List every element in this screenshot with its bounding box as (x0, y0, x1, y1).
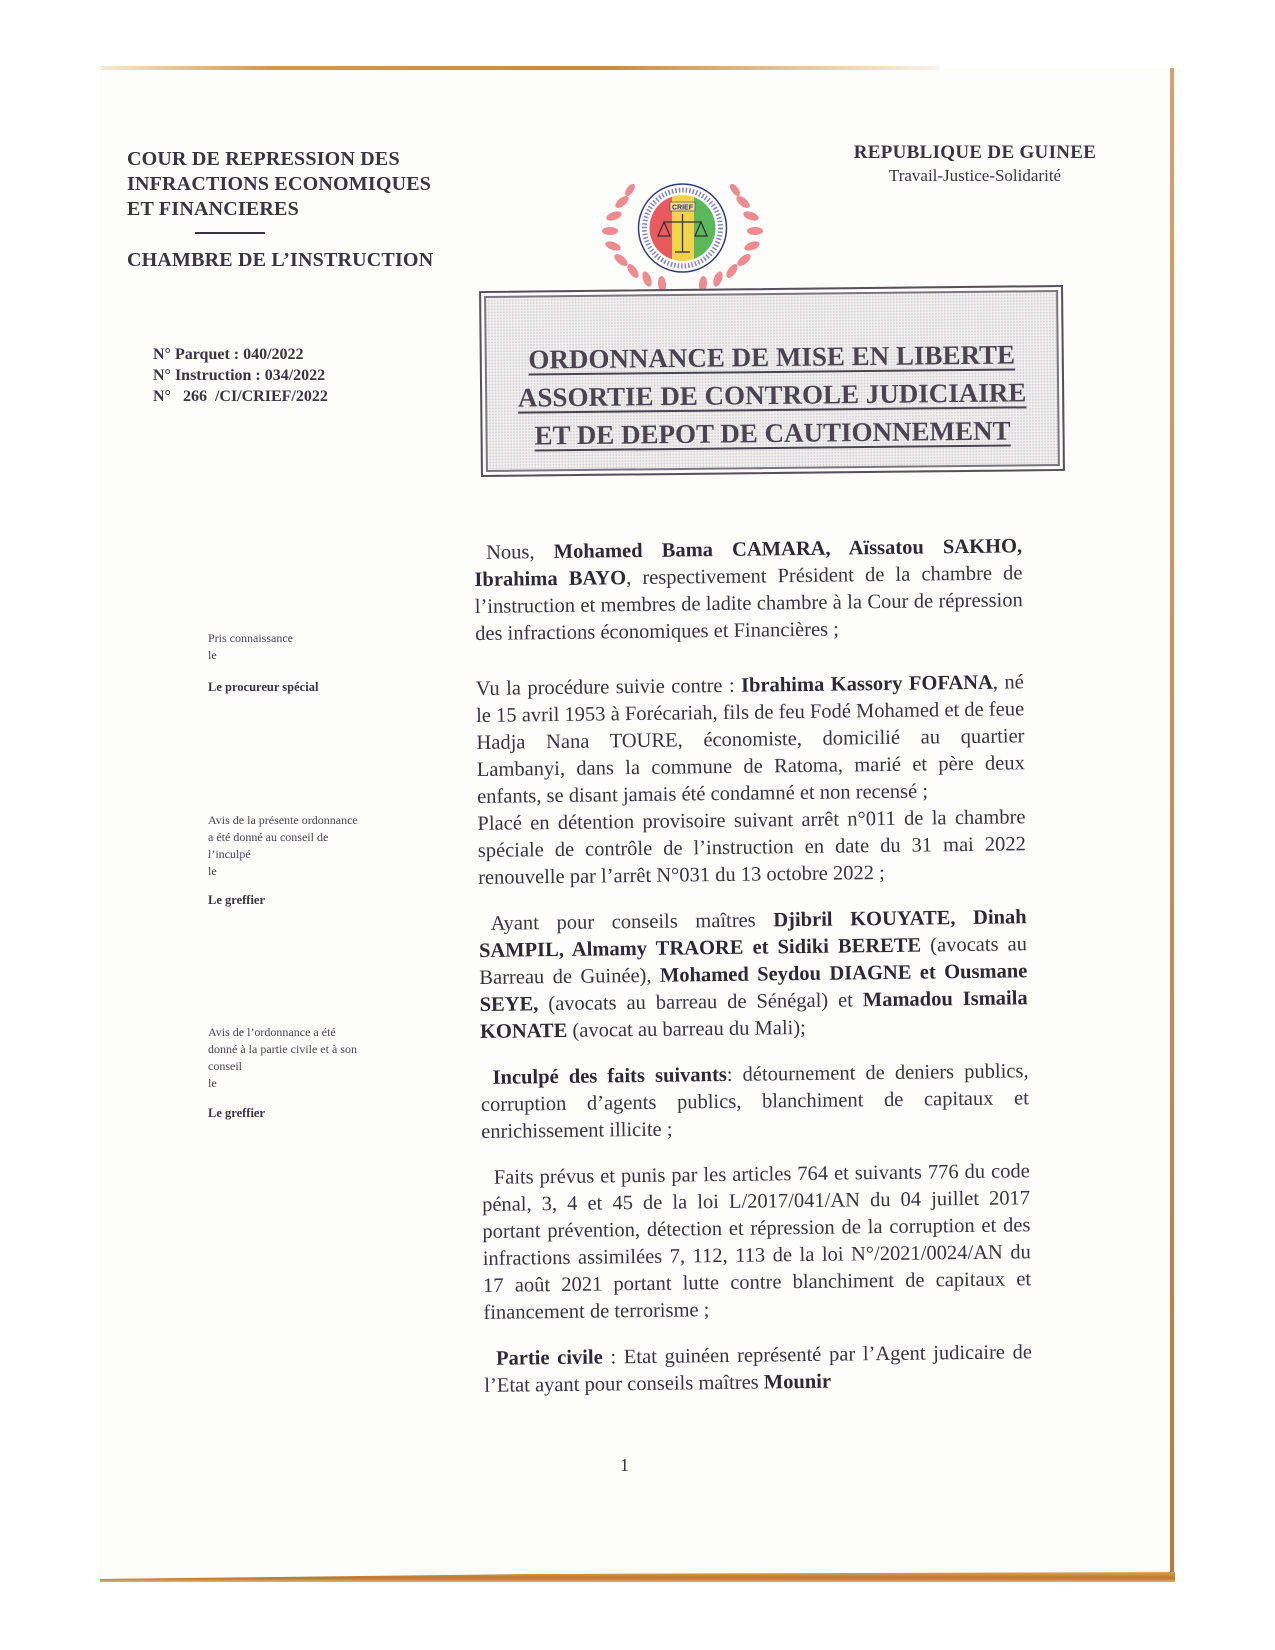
margin-note-text: donné à la partie civile et à son (208, 1042, 357, 1056)
text: : détournement de deniers publics, corruption d’agents publics, blanchiment de capitaux et enrichissement illicite ; (480, 1060, 1029, 1143)
text: , respectivement Président de la chambre de l’instruction et membres de ladite chambre à la Cour de répression des infractions économiques et Financières ; (474, 562, 1023, 645)
paragraph-legal-basis: Faits prévus et punis par les articles 764 et suivants 776 du code pénal, 3, 4 et 45 de la loi L/2017/041/AN du 04 juillet 2017 portant prévention, détection et répression de la corruption et des infractions assimilées 7, 112, 113 de la loi N°/2021/0024/AN du 17 août 2021 portant lutte contre blanchiment de capitaux et financement de terrorisme ; (481, 1160, 1032, 1324)
margin-note-inculpe (208, 812, 358, 880)
republic-header (845, 142, 1105, 186)
paragraph-civil-party (484, 1339, 1033, 1400)
republic-name: REPUBLIQUE DE GUINEE (853, 142, 1097, 163)
court-name-line-3: ET FINANCIERES (127, 198, 299, 220)
margin-note-text: a été donné au conseil de (208, 830, 329, 844)
charges-label: Inculpé des faits suivants (492, 1063, 727, 1089)
paragraph-counsel (479, 904, 1029, 1046)
text: : Etat guinéen représenté par l’Agent judicaire de l’Etat ayant pour conseils maîtres (484, 1341, 1033, 1397)
text: (avocat au barreau du Mali); (567, 1016, 806, 1042)
header-divider (195, 232, 265, 234)
paragraph-detention: Placé en détention provisoire suivant arrêt n°011 de la chambre spéciale de contrôle de l’instruction en date du 31 mai 2022 renouvelle par l’arrêt N°031 du 13 octobre 2022 ; (477, 806, 1026, 889)
text: (avocats au Barreau de Guinée), (479, 933, 1028, 989)
paragraph-charges (480, 1058, 1029, 1146)
signature-greffier-1: Le greffier (208, 893, 266, 907)
court-name-line-1: COUR DE REPRESSION DES (127, 148, 400, 170)
title-line-3: ET DE DEPOT DE CAUTIONNEMENT (534, 415, 1011, 451)
margin-note-text: conseil (208, 1059, 242, 1073)
court-name-line-2: INFRACTIONS ECONOMIQUES (127, 173, 432, 195)
margin-note-partie-civile (208, 1024, 357, 1092)
chamber-name: CHAMBRE DE L’INSTRUCTION (127, 249, 434, 271)
text: Ayant pour conseils maîtres (490, 909, 774, 935)
counsel-names-senegal: Mohamed Seydou DIAGNE et Ousmane SEYE, (479, 960, 1028, 1016)
title-line-1: ORDONNANCE DE MISE EN LIBERTE (528, 339, 1016, 375)
margin-note-procureur (208, 630, 293, 664)
page-number: 1 (620, 1455, 629, 1475)
margin-note-text: Avis de la présente ordonnance (208, 813, 358, 827)
court-header (127, 147, 433, 273)
signature-greffier-2: Le greffier (208, 1106, 266, 1120)
margin-note-text: l’inculpé (208, 847, 251, 861)
crief-emblem-icon (600, 172, 765, 290)
margin-note-date-label: le (208, 864, 217, 878)
paper-edge-top (100, 66, 940, 70)
margin-note-text: Avis de l’ordonnance a été (208, 1025, 336, 1039)
counsel-name-mali: Mamadou Ismaila KONATE (479, 987, 1028, 1043)
signature-procureur: Le procureur spécial (208, 680, 319, 694)
ordinance-number: N° 266 /CI/CRIEF/2022 (153, 388, 328, 405)
accused-name: Ibrahima Kassory FOFANA (740, 671, 993, 697)
paragraph-accused (476, 669, 1026, 811)
republic-motto: Travail-Justice-Solidarité (888, 166, 1062, 185)
emblem-label: CRIEF (672, 204, 693, 212)
civil-party-label: Partie civile (495, 1346, 603, 1370)
text: (avocats au barreau de Sénégal) et (538, 989, 863, 1016)
judges-names: Mohamed Bama CAMARA, Aïssatou SAKHO, Ibrahima BAYO (474, 535, 1023, 591)
parquet-number: N° Parquet : 040/2022 (153, 346, 304, 363)
document-title-box (479, 285, 1065, 477)
text: , né le 15 avril 1953 à Forécariah, fils de feu Fodé Mohamed et de feue Hadja Nana TOURE, économiste, domicilié au quartier Lambanyi, dans la commune de Ratoma, marié et père deux enfants, se disant jamais été condamné et non recensé ; (476, 671, 1025, 808)
instruction-number: N° Instruction : 034/2022 (153, 367, 326, 384)
text: Vu la procédure suivie contre : (475, 674, 742, 700)
case-references (153, 344, 328, 407)
margin-note-date-label: le (208, 1076, 217, 1090)
margin-note-date-label: le (208, 648, 217, 662)
margin-note-text: Pris connaissance (208, 631, 293, 645)
paper-edge-right (1170, 68, 1174, 1578)
civil-party-counsel: Mounir (763, 1370, 832, 1394)
text: Nous, (486, 541, 554, 564)
counsel-names-guinea: Djibril KOUYATE, Dinah SAMPIL, Almamy TRAORE et Sidiki BERETE (478, 906, 1027, 962)
paragraph-judges (474, 533, 1023, 648)
ordinance-body (474, 533, 1033, 1419)
title-line-2: ASSORTIE DE CONTROLE JUDICIAIRE (517, 377, 1027, 413)
